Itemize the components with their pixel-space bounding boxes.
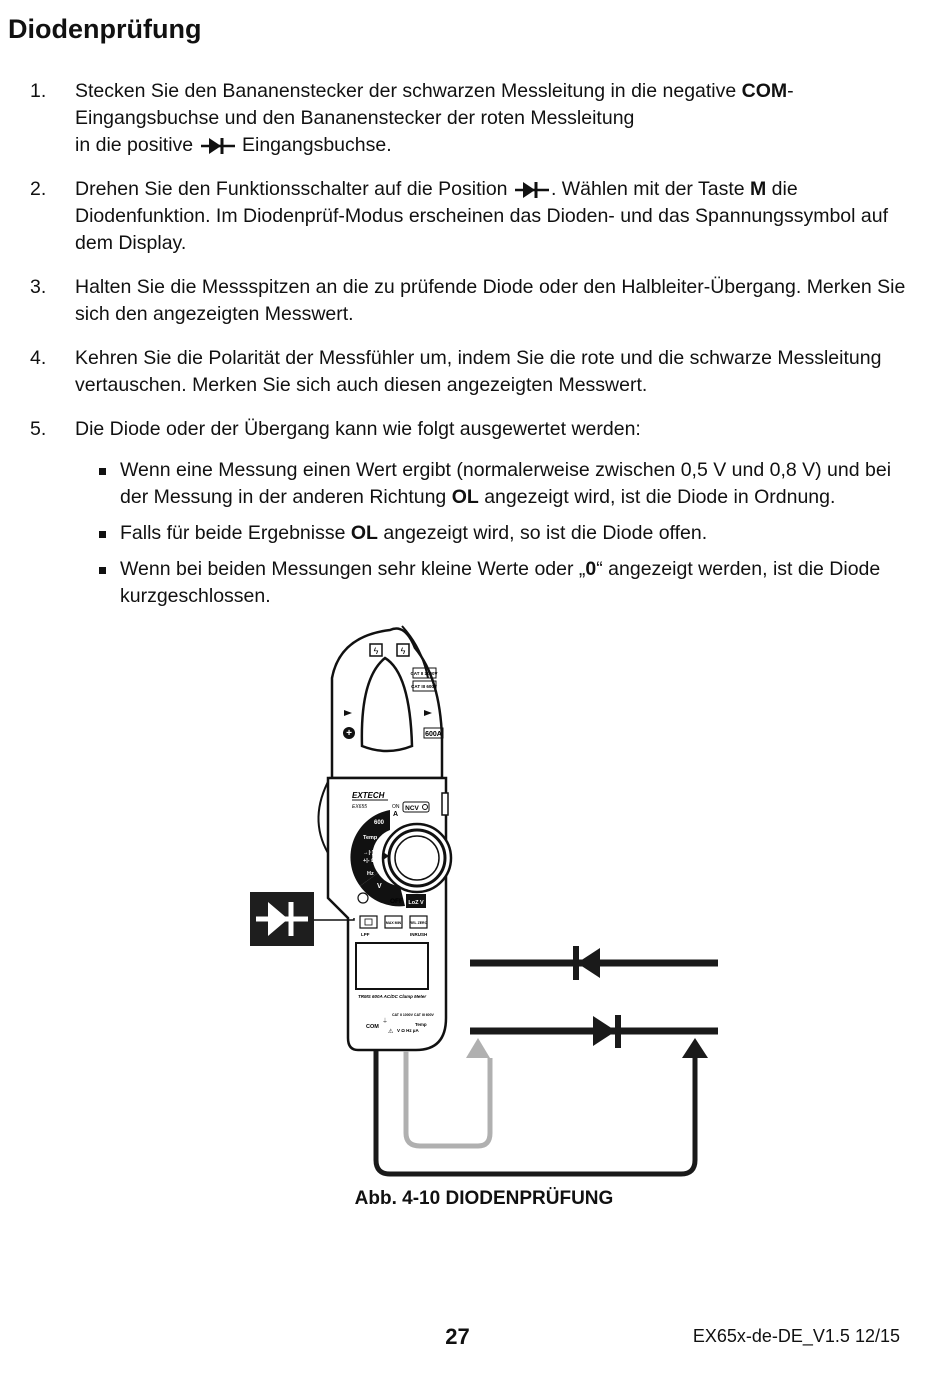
- step-text: Kehren Sie die Polarität der Messfühler um, indem Sie die rote und die schwarze Messleitung vertauschen. Merken Sie sich auch diesen angezeigten Messwert.: [75, 347, 882, 396]
- step-text: Halten Sie die Messspitzen an die zu prüfende Diode oder den Halbleiter-Übergang. Merken Sie sich den angezeigten Messwert.: [75, 276, 906, 325]
- zero-label: 0: [585, 558, 597, 580]
- step-number: 2.: [30, 178, 47, 200]
- lcd-display: [356, 943, 428, 989]
- figure-caption: Abb. 4-10 DIODENPRÜFUNG: [354, 1188, 614, 1209]
- model-label: EX655: [352, 804, 368, 810]
- step-text: Drehen Sie den Funktionsschalter auf die Position: [75, 178, 508, 200]
- bullet-square-icon: [99, 567, 106, 574]
- step-text: -Eingangsbuchse und den Bananenstecker der roten Messleitung: [75, 80, 794, 129]
- document-id: EX65x-de-DE_V1.5 12/15: [692, 1326, 900, 1346]
- bullet-item: Wenn eine Messung einen Wert ergibt (normalerweise zwischen 0,5 V und 0,8 V) und bei der Messung in der anderen Richtung OL angezeigt wird, ist die Diode in Ordnung.: [30, 457, 920, 511]
- bullet-square-icon: [99, 531, 106, 538]
- cat-rating-1: CAT II 1000V: [410, 671, 438, 676]
- svg-text:LPF: LPF: [361, 932, 370, 937]
- bullet-item: Falls für beide Ergebnisse OL angezeigt wird, so ist die Diode offen.: [30, 520, 920, 547]
- dial-lozv: LoZ V: [408, 900, 424, 906]
- svg-text:⏚: ⏚: [382, 1019, 389, 1025]
- step-2: [30, 176, 920, 257]
- svg-text:Temp: Temp: [415, 1022, 427, 1027]
- step-1: [30, 78, 920, 159]
- dial-temp: Temp: [363, 835, 378, 841]
- step-text: Eingangsbuchse.: [242, 134, 392, 156]
- step-text: die Diodenfunktion. Im Diodenprüf-Modus erscheinen das Dioden- und das Spannungssymbol auf dem Display.: [75, 178, 888, 254]
- svg-text:ϟ: ϟ: [373, 646, 379, 656]
- com-jack-label: COM: [366, 1024, 379, 1030]
- com-label: COM: [741, 80, 788, 102]
- svg-text:⚠: ⚠: [388, 1029, 394, 1035]
- bullet-item: Wenn bei beiden Messungen sehr kleine Werte oder „0“ angezeigt werden, ist die Diode kurzgeschlossen.: [30, 556, 920, 610]
- lpf-button: [360, 916, 377, 928]
- svg-text:MAX MIN: MAX MIN: [385, 921, 402, 925]
- svg-text:ϟ: ϟ: [400, 646, 406, 656]
- step-list: [30, 78, 920, 619]
- meter-footer-text: TRMS 600A AC/DC Clamp Meter: [358, 994, 427, 999]
- m-key-label: M: [750, 178, 767, 200]
- dial-off: OFF: [390, 898, 403, 905]
- step-text: Stecken Sie den Bananenstecker der schwarzen Messleitung in die negative: [75, 80, 742, 102]
- diode-icon: [515, 181, 549, 199]
- svg-text:CAT II 1000V CAT III 600V: CAT II 1000V CAT III 600V: [392, 1013, 434, 1017]
- step-number: 4.: [30, 347, 47, 369]
- svg-text:+: +: [346, 728, 352, 739]
- dial-600: 600: [374, 820, 385, 826]
- svg-text:INRUSH: INRUSH: [410, 932, 428, 937]
- svg-text:REL ZERO: REL ZERO: [409, 921, 428, 925]
- ol-label: OL: [451, 486, 479, 508]
- dial-on: ON: [392, 804, 400, 810]
- black-probe-tip: [682, 1038, 708, 1058]
- red-test-lead: [406, 1051, 490, 1146]
- svg-text:V: V: [377, 883, 382, 890]
- step-text: Die Diode oder der Übergang kann wie folgt ausgewertet werden:: [75, 418, 641, 440]
- page-number: 27: [445, 1324, 470, 1349]
- red-probe-tip: [466, 1038, 490, 1058]
- bullet-square-icon: [99, 468, 106, 475]
- svg-text:V Ω Hz µA: V Ω Hz µA: [397, 1028, 419, 1033]
- step-5: [30, 416, 920, 443]
- svg-text:+|- Ω: +|- Ω: [363, 858, 376, 864]
- jaw-rating: 600A: [425, 731, 442, 738]
- ol-label: OL: [350, 522, 378, 544]
- diode-test-figure: [230, 618, 740, 1183]
- page-title: Diodenprüfung: [8, 14, 202, 44]
- step-number: 3.: [30, 276, 47, 298]
- step-number: 1.: [30, 80, 47, 102]
- step-text: in die positive: [75, 134, 194, 156]
- step-number: 5.: [30, 418, 47, 440]
- dial-a: A: [393, 811, 399, 818]
- cat-rating-2: CAT III 600V: [411, 684, 437, 689]
- step-text: . Wählen mit der Taste: [550, 178, 750, 200]
- diode-icon: [201, 137, 235, 155]
- step-3: [30, 274, 920, 328]
- ncv-label: NCV: [405, 805, 419, 812]
- dial-hz: Hz: [367, 871, 374, 877]
- brand-logo: EXTECH: [352, 791, 385, 800]
- svg-text:→|·)): →|·)): [363, 850, 376, 856]
- step-4: [30, 345, 920, 399]
- black-test-lead: [376, 1051, 695, 1174]
